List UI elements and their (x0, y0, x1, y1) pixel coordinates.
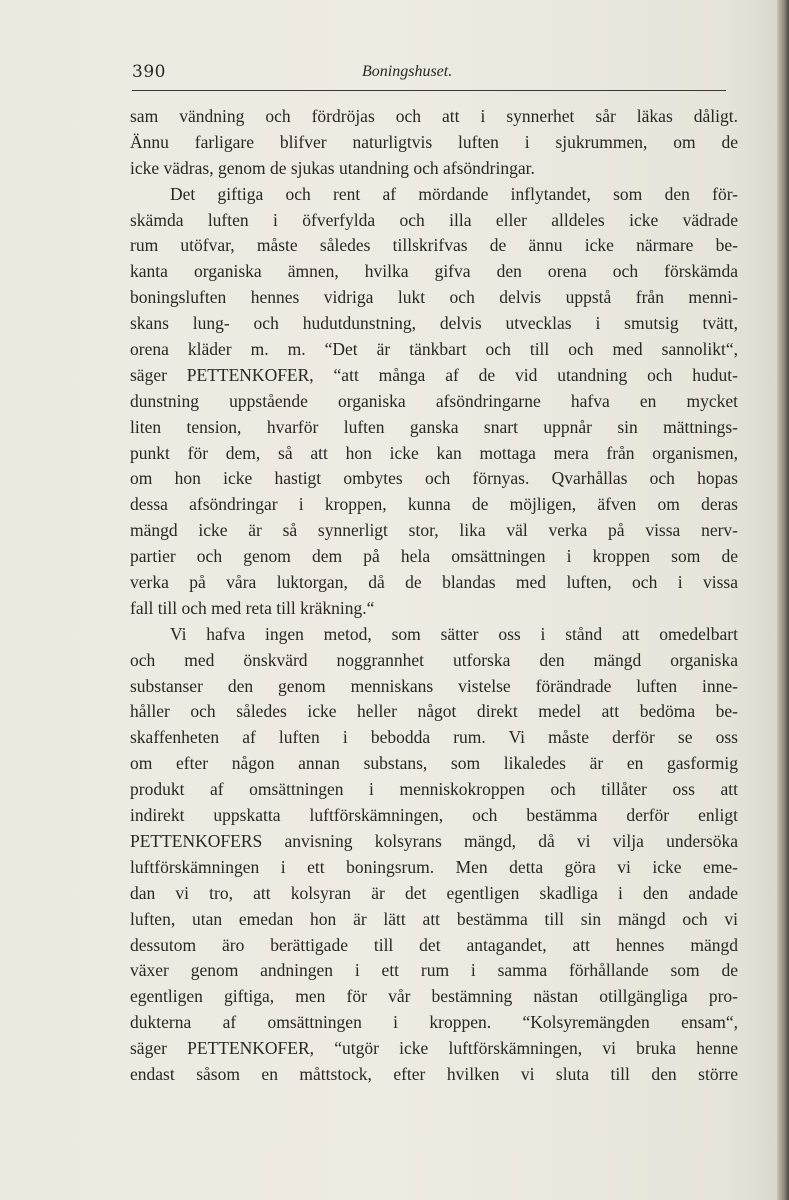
text-line: dan vi tro, att kolsyran är det egentligen skadliga i den andade (130, 882, 738, 903)
text-line: partier och genom dem på hela omsättningen i kroppen som de (130, 546, 738, 567)
text-line: Vi hafva ingen metod, som sätter oss i stånd att omedelbart (170, 623, 738, 644)
text-line: substanser den genom menniskans vistelse förändrade luften inne- (130, 675, 738, 696)
text-line: boningsluften hennes vidriga lukt och delvis uppstå från menni- (130, 287, 738, 308)
text-line: om efter någon annan substans, som likaledes är en gasformig (130, 753, 738, 774)
page-number: 390 (132, 62, 166, 82)
text-line: Det giftiga och rent af mördande inflytandet, som den för- (170, 183, 738, 204)
text-line: indirekt uppskatta luftförskämningen, och bestämma derför enligt (130, 805, 738, 826)
text-line: håller och således icke heller något direkt medel att bedöma be- (130, 701, 738, 722)
text-line: dunstning uppstående organiska afsöndringarne hafva en mycket (130, 390, 738, 411)
text-line: egentligen giftiga, men för vår bestämning nästan otillgängliga pro- (130, 986, 738, 1007)
text-line: dessa afsöndringar i kroppen, kunna de möjligen, äfven om deras (130, 494, 738, 515)
text-line: växer genom andningen i ett rum i samma förhållande som de (130, 960, 738, 981)
text-line: skans lung- och hudutdunstning, delvis utvecklas i smutsig tvätt, (130, 313, 738, 334)
text-line: endast såsom en måttstock, efter hvilken vi sluta till den större (130, 1063, 738, 1084)
text-line: dessutom äro berättigade till det antagandet, att hennes mängd (130, 934, 738, 955)
text-line: PETTENKOFERS anvisning kolsyrans mängd, då vi vilja undersöka (130, 830, 738, 851)
text-line: punkt för dem, så att hon icke kan mottaga mera från organismen, (130, 442, 738, 463)
text-line: liten tension, hvarför luften ganska snart uppnår sin mättnings- (130, 416, 738, 437)
body-text (130, 104, 738, 1088)
text-line: skaffenheten af luften i bebodda rum. Vi måste derför se oss (130, 727, 738, 748)
running-title: Boningshuset. (362, 63, 453, 80)
text-line: kanta organiska ämnen, hvilka gifva den orena och förskämda (130, 261, 738, 282)
text-line: säger PETTENKOFER, “att många af de vid utandning och hudut- (130, 364, 738, 385)
text-line: verka på våra luktorgan, då de blandas med luften, och i vissa (130, 572, 738, 593)
text-line: Ännu farligare blifver naturligtvis luften i sjukrummen, om de (130, 131, 738, 152)
text-line: och med önskvärd noggrannhet utforska den mängd organiska (130, 649, 738, 670)
text-line: mängd icke är så synnerligt stor, lika väl verka på vissa nerv- (130, 520, 738, 541)
text-line: sam vändning och fördröjas och att i synnerhet sår läkas dåligt. (130, 106, 738, 126)
page-edge (777, 0, 789, 1200)
text-line: dukterna af omsättningen i kroppen. “Kolsyremängden ensam“, (130, 1012, 738, 1033)
page-header (132, 62, 726, 91)
text-line: orena kläder m. m. “Det är tänkbart och till och med sannolikt“, (130, 339, 738, 360)
text-line: fall till och med reta till kräkning.“ (130, 597, 375, 618)
text-line: luftförskämningen i ett boningsrum. Men detta göra vi icke eme- (130, 856, 738, 877)
text-line: skämda luften i öfverfylda och illa eller alldeles icke vädrade (130, 209, 738, 230)
text-line: säger PETTENKOFER, “utgör icke luftförskämningen, vi bruka henne (130, 1038, 738, 1059)
text-line: om hon icke hastigt ombytes och förnyas. Qvarhållas och hopas (130, 468, 738, 489)
text-line: icke vädras, genom de sjukas utandning och afsöndringar. (130, 157, 535, 178)
text-line: produkt af omsättningen i menniskokroppen och tillåter oss att (130, 779, 738, 800)
text-line: rum utöfvar, måste således tillskrifvas de ännu icke närmare be- (130, 235, 738, 256)
text-line: luften, utan emedan hon är lätt att bestämma till sin mängd och vi (130, 908, 738, 929)
